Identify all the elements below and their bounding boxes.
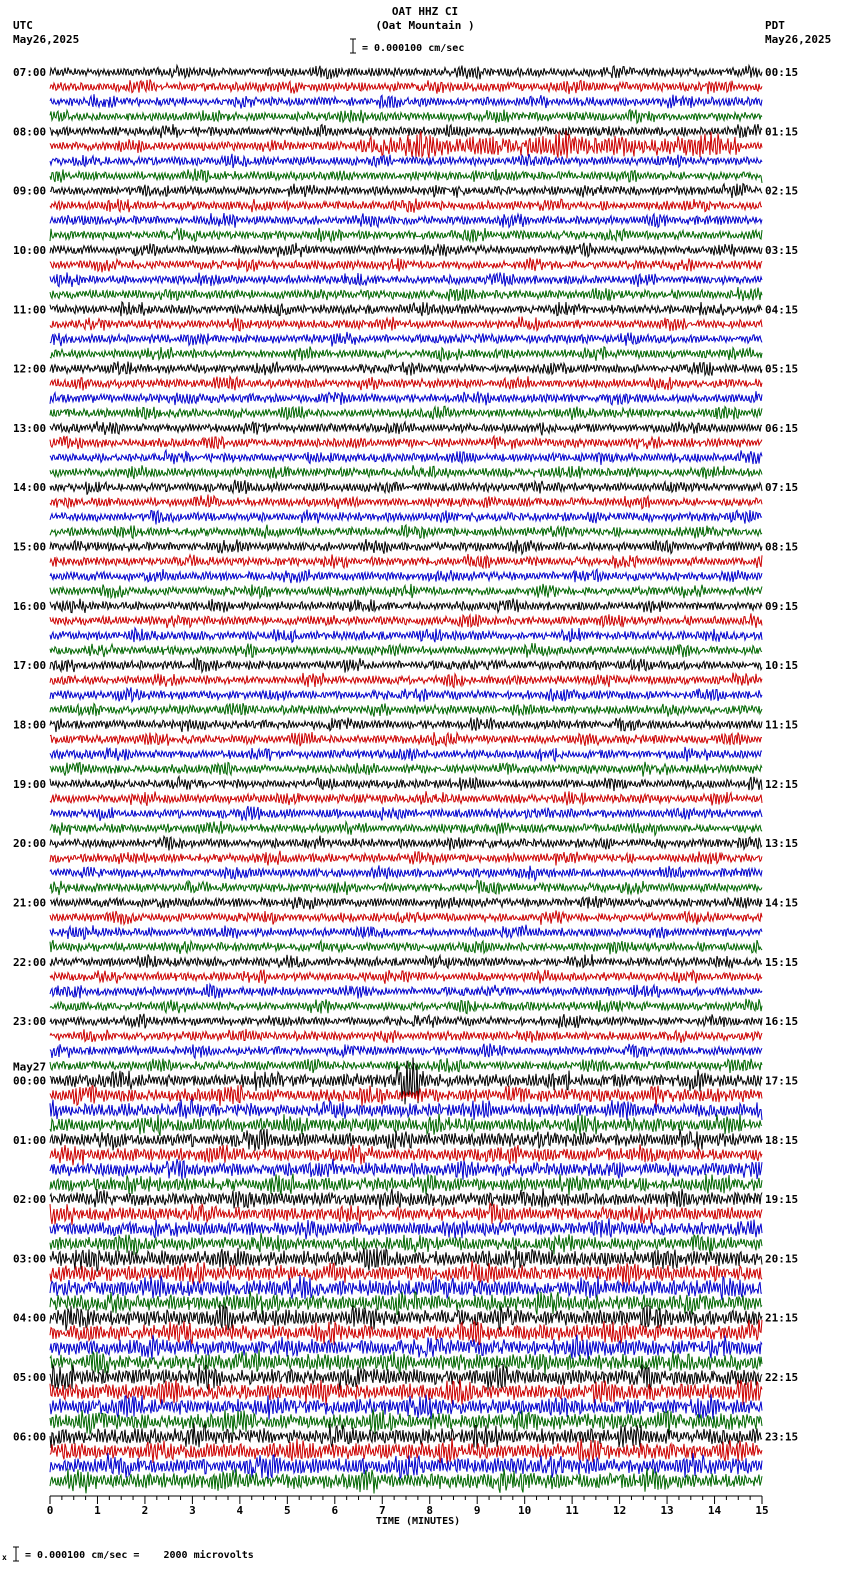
seismic-trace <box>50 272 762 287</box>
seismic-trace <box>50 110 762 124</box>
seismic-trace <box>50 539 762 554</box>
svg-text:x: x <box>2 1553 7 1562</box>
seismic-trace <box>50 1350 762 1376</box>
x-tick-label: 6 <box>331 1504 339 1517</box>
seismic-trace <box>50 184 762 198</box>
seismic-trace <box>50 510 762 525</box>
x-tick-label: 3 <box>189 1504 196 1517</box>
seismic-trace <box>50 450 762 465</box>
seismic-trace <box>50 999 762 1014</box>
seismic-trace <box>50 525 762 539</box>
seismic-trace <box>50 436 762 450</box>
x-tick-label: 11 <box>565 1504 579 1517</box>
x-tick-label: 10 <box>518 1504 532 1517</box>
utc-hour-label: 16:00 <box>13 599 47 613</box>
seismic-trace <box>50 1218 762 1239</box>
utc-hour-label: 04:00 <box>13 1311 47 1325</box>
seismic-trace <box>50 198 762 212</box>
seismic-trace <box>50 954 762 968</box>
x-tick-label: 4 <box>236 1504 244 1517</box>
utc-hour-label: 19:00 <box>13 777 47 791</box>
utc-hour-label: 07:00 <box>13 66 47 79</box>
pdt-hour-label: 12:15 <box>765 777 799 791</box>
pdt-hour-label: 11:15 <box>765 718 799 732</box>
pdt-hour-label: 03:15 <box>765 243 799 257</box>
seismic-trace <box>50 984 762 999</box>
utc-hour-label: 12:00 <box>13 362 47 376</box>
seismic-trace <box>50 970 762 984</box>
seismic-trace <box>50 391 762 405</box>
left-timezone: UTC <box>13 19 33 32</box>
pdt-hour-label: 21:15 <box>765 1311 799 1325</box>
seismic-trace <box>50 1129 762 1151</box>
pdt-hour-label: 18:15 <box>765 1133 799 1147</box>
seismic-trace <box>50 940 762 954</box>
seismic-trace <box>50 213 762 228</box>
pdt-hour-label: 20:15 <box>765 1252 799 1266</box>
station-name: (Oat Mountain ) <box>375 19 475 32</box>
utc-hour-label: 13:00 <box>13 421 47 435</box>
seismic-trace <box>50 865 762 880</box>
seismic-trace <box>50 1058 762 1073</box>
seismic-trace <box>50 406 762 420</box>
seismic-trace <box>50 228 762 242</box>
seismic-trace <box>50 94 762 108</box>
seismic-trace <box>50 1305 762 1331</box>
footer-scale-icon <box>2 1545 22 1563</box>
seismic-trace <box>50 584 762 598</box>
seismic-trace <box>50 880 762 895</box>
x-tick-label: 9 <box>473 1504 481 1517</box>
seismic-trace <box>50 495 762 509</box>
seismic-trace <box>50 243 762 257</box>
pdt-hour-label: 15:15 <box>765 955 799 969</box>
seismic-trace <box>50 718 762 733</box>
date-change-label: May27 <box>13 1060 47 1074</box>
seismic-trace <box>50 124 762 138</box>
seismic-trace <box>50 925 762 940</box>
pdt-hour-label: 04:15 <box>765 303 799 317</box>
seismic-trace <box>50 821 762 835</box>
seismic-trace <box>50 1423 762 1448</box>
seismic-trace <box>50 1099 762 1120</box>
seismic-trace <box>50 1014 762 1029</box>
seismic-trace <box>50 851 762 866</box>
pdt-hour-label: 00:15 <box>765 66 799 79</box>
x-tick-label: 8 <box>426 1504 434 1517</box>
utc-hour-label: 09:00 <box>13 184 47 198</box>
pdt-hour-label: 06:15 <box>765 421 799 435</box>
pdt-hour-label: 16:15 <box>765 1015 799 1029</box>
utc-hour-label: 02:00 <box>13 1193 47 1207</box>
seismic-trace <box>50 687 762 701</box>
seismic-trace <box>50 317 762 332</box>
utc-hour-label: 11:00 <box>13 303 47 317</box>
seismic-trace <box>50 169 762 183</box>
x-axis-title: TIME (MINUTES) <box>375 1516 461 1527</box>
seismic-trace <box>50 287 762 301</box>
utc-hour-label: 18:00 <box>13 718 47 732</box>
utc-hour-label: 14:00 <box>13 481 47 495</box>
right-timezone: PDT <box>765 19 785 32</box>
x-tick-label: 13 <box>660 1504 674 1517</box>
seismic-trace <box>50 791 762 806</box>
x-tick-label: 7 <box>378 1504 386 1517</box>
seismic-trace <box>50 658 762 673</box>
seismic-trace <box>50 1261 762 1286</box>
seismic-trace <box>50 643 762 658</box>
seismic-trace <box>50 1159 762 1180</box>
pdt-hour-label: 07:15 <box>765 481 799 495</box>
x-tick-label: 14 <box>707 1504 722 1517</box>
seismic-trace <box>50 1144 762 1165</box>
right-date: May26,2025 <box>765 33 832 46</box>
left-date: May26,2025 <box>13 33 80 46</box>
seismic-trace <box>50 258 762 273</box>
pdt-hour-label: 19:15 <box>765 1193 799 1207</box>
seismic-trace <box>50 465 762 479</box>
x-tick-label: 5 <box>284 1504 291 1517</box>
footer-scale-label: = 0.000100 cm/sec = 2000 microvolts <box>25 1550 254 1561</box>
seismic-trace <box>50 1044 762 1059</box>
seismic-trace <box>50 673 762 688</box>
utc-hour-label: 21:00 <box>13 896 47 910</box>
seismic-trace <box>50 776 762 791</box>
seismic-trace <box>50 732 762 746</box>
utc-hour-label: 22:00 <box>13 955 47 969</box>
scale-label: = 0.000100 cm/sec <box>362 43 465 54</box>
seismic-trace <box>50 747 762 762</box>
utc-hour-label: 06:00 <box>13 1430 47 1444</box>
utc-hour-label: 00:00 <box>13 1074 47 1088</box>
seismic-trace <box>50 896 762 909</box>
utc-hour-label: 10:00 <box>13 243 47 257</box>
x-tick-label: 2 <box>141 1504 149 1517</box>
chart-title: OAT HHZ CI <box>391 5 459 18</box>
pdt-hour-label: 22:15 <box>765 1371 799 1385</box>
utc-hour-label: 23:00 <box>13 1015 47 1029</box>
seismic-trace <box>50 703 762 717</box>
utc-hour-label: 03:00 <box>13 1252 47 1266</box>
pdt-hour-label: 14:15 <box>765 896 799 910</box>
seismic-trace <box>50 836 762 851</box>
utc-hour-label: 05:00 <box>13 1371 47 1385</box>
seismic-trace <box>50 806 762 821</box>
pdt-hour-label: 08:15 <box>765 540 799 554</box>
seismic-trace <box>50 1275 762 1300</box>
pdt-hour-label: 13:15 <box>765 837 799 851</box>
seismic-trace <box>50 302 762 316</box>
seismic-trace <box>50 421 762 435</box>
seismic-trace <box>50 613 762 628</box>
seismic-trace <box>50 376 762 390</box>
seismic-trace <box>50 628 762 642</box>
pdt-hour-label: 09:15 <box>765 599 799 613</box>
seismic-trace <box>50 361 762 375</box>
seismic-trace <box>50 1174 762 1196</box>
pdt-hour-label: 10:15 <box>765 659 799 673</box>
seismic-trace <box>50 79 762 94</box>
x-tick-label: 1 <box>94 1504 101 1517</box>
seismic-trace <box>50 554 762 569</box>
utc-hour-label: 01:00 <box>13 1133 47 1147</box>
seismic-trace <box>50 347 762 362</box>
pdt-hour-label: 17:15 <box>765 1074 799 1088</box>
pdt-hour-label: 01:15 <box>765 125 799 139</box>
seismic-trace <box>50 332 762 347</box>
x-tick-label: 15 <box>755 1504 769 1517</box>
seismic-trace <box>50 1029 762 1043</box>
utc-hour-label: 08:00 <box>13 125 47 139</box>
seismic-trace <box>50 1188 762 1209</box>
seismic-trace <box>50 598 762 613</box>
seismic-trace <box>50 65 762 79</box>
x-tick-label: 0 <box>46 1504 54 1517</box>
pdt-hour-label: 02:15 <box>765 184 799 198</box>
seismic-trace <box>50 1203 762 1225</box>
utc-hour-label: 15:00 <box>13 540 47 554</box>
utc-hour-label: 20:00 <box>13 837 47 851</box>
utc-hour-label: 17:00 <box>13 659 47 673</box>
pdt-hour-label: 23:15 <box>765 1430 799 1444</box>
seismic-trace <box>50 911 762 925</box>
x-tick-label: 12 <box>612 1504 627 1517</box>
seismic-trace <box>50 480 762 495</box>
seismic-trace <box>50 131 762 159</box>
pdt-hour-label: 05:15 <box>765 362 799 376</box>
seismic-trace <box>50 762 762 777</box>
seismic-trace <box>50 569 762 583</box>
